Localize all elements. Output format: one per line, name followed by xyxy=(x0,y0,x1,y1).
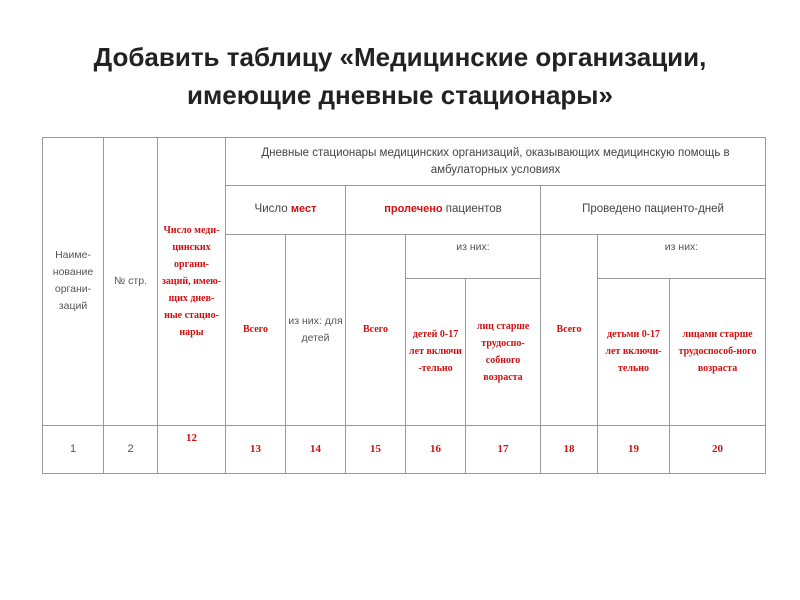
header-beds xyxy=(226,186,346,234)
column-number-17: 17 xyxy=(466,425,541,473)
header-beds-highlight: мест xyxy=(290,203,317,216)
column-number-14: 14 xyxy=(286,425,346,473)
header-beds-prefix: Число xyxy=(254,203,291,216)
header-org-name: Наиме-нование органи-заций xyxy=(43,138,104,426)
column-number-19: 19 xyxy=(598,425,670,473)
column-number-12: 12 xyxy=(158,425,226,473)
header-of-them-days: из них: xyxy=(598,234,766,278)
column-number-1: 1 xyxy=(43,425,104,473)
header-older-days: лицами старше трудоспособ-ного возраста xyxy=(670,278,766,425)
header-total-treated: Всего xyxy=(346,234,406,425)
header-of-them-treated: из них: xyxy=(406,234,541,278)
header-day-hospitals: Дневные стационары медицинских организаций, оказывающих медицинскую помощь в амбулаторных условиях xyxy=(226,138,766,186)
header-patient-days: Проведено пациенто-дней xyxy=(541,186,766,234)
column-number-2: 2 xyxy=(104,425,158,473)
header-treated xyxy=(346,186,541,234)
column-number-20: 20 xyxy=(670,425,766,473)
column-number-18: 18 xyxy=(541,425,598,473)
title-line-2: имеющие дневные стационары» xyxy=(187,80,613,110)
header-children-treated: детей 0-17 лет включи -тельно xyxy=(406,278,466,425)
header-total-days: Всего xyxy=(541,234,598,425)
header-children-days: детьми 0-17 лет включи-тельно xyxy=(598,278,670,425)
column-number-15: 15 xyxy=(346,425,406,473)
header-treated-suffix: пациентов xyxy=(442,203,502,216)
header-treated-highlight: пролечено xyxy=(384,203,443,216)
header-org-count: Число меди-цинских органи-заций, имею-щих днев-ные стацио-нары xyxy=(158,138,226,426)
title-line-1: Добавить таблицу «Медицинские организации, xyxy=(93,42,707,72)
column-number-16: 16 xyxy=(406,425,466,473)
header-beds-children: из них: для детей xyxy=(286,234,346,425)
hospitals-table xyxy=(42,137,766,474)
slide-title xyxy=(0,38,800,114)
header-working-age-treated: лиц старше трудоспо-собного возраста xyxy=(466,278,541,425)
header-row-number: № стр. xyxy=(104,138,158,426)
header-total-beds: Всего xyxy=(226,234,286,425)
column-number-13: 13 xyxy=(226,425,286,473)
